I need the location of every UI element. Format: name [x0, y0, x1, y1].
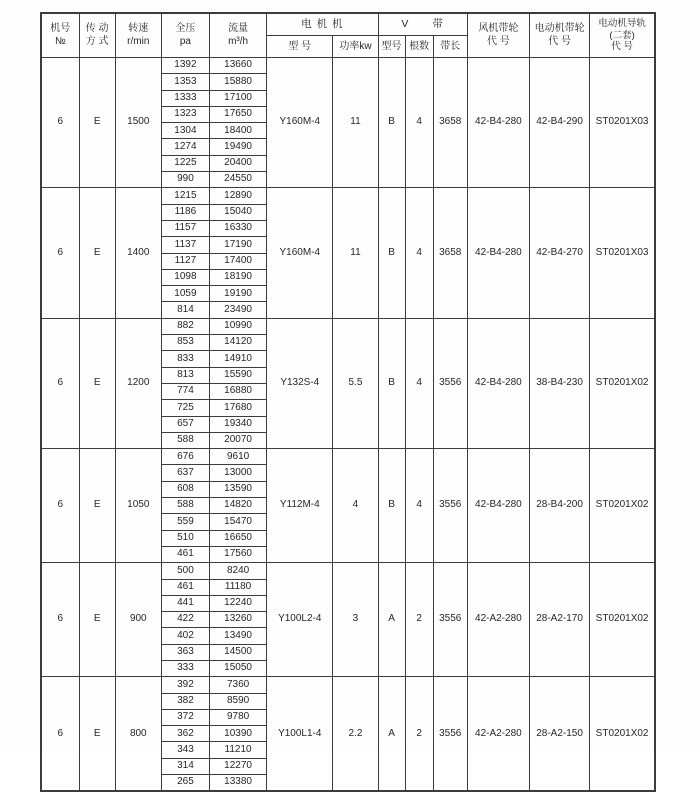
header-motor-rail-line3: 代 号: [611, 41, 633, 53]
cell-flow-m3h: 20400: [210, 155, 267, 171]
cell-belt-count: 2: [405, 563, 433, 677]
cell-flow-m3h: 12240: [210, 595, 267, 611]
cell-flow-m3h: 15040: [210, 204, 267, 220]
fan-spec-table: [40, 12, 656, 792]
cell-flow-m3h: 17190: [210, 237, 267, 253]
cell-fan-pulley-code: 42-A2-280: [467, 563, 529, 677]
cell-flow-m3h: 12890: [210, 188, 267, 204]
cell-belt-count: 2: [405, 677, 433, 792]
cell-flow-m3h: 18400: [210, 123, 267, 139]
header-speed: [115, 13, 161, 58]
cell-machine-no: 6: [41, 677, 79, 792]
spec-row: [41, 563, 655, 579]
cell-belt-count: 4: [405, 188, 433, 318]
cell-flow-m3h: 17650: [210, 106, 267, 122]
cell-flow-m3h: 17680: [210, 400, 267, 416]
header-drive-line1: 传 动: [85, 23, 109, 34]
cell-flow-m3h: 13660: [210, 58, 267, 74]
cell-belt-type: B: [378, 449, 405, 563]
header-drive-mode: [79, 13, 115, 58]
cell-flow-m3h: 13000: [210, 465, 267, 481]
cell-flow-m3h: 19490: [210, 139, 267, 155]
cell-speed-rpm: 1050: [115, 449, 161, 563]
header-motor-rail: [590, 13, 655, 58]
cell-pressure-pa: 510: [161, 530, 209, 546]
cell-flow-m3h: 14820: [210, 498, 267, 514]
cell-flow-m3h: 20070: [210, 432, 267, 448]
cell-speed-rpm: 1400: [115, 188, 161, 318]
cell-pressure-pa: 1323: [161, 106, 209, 122]
cell-motor-model: Y160M-4: [267, 188, 333, 318]
cell-speed-rpm: 1200: [115, 318, 161, 448]
cell-motor-model: Y100L2-4: [267, 563, 333, 677]
cell-pressure-pa: 588: [161, 498, 209, 514]
cell-machine-no: 6: [41, 58, 79, 188]
cell-motor-pulley-code: 28-A2-150: [529, 677, 589, 792]
header-machine-no: [41, 13, 79, 58]
cell-flow-m3h: 15470: [210, 514, 267, 530]
cell-pressure-pa: 1215: [161, 188, 209, 204]
header-motor-model: 型 号: [267, 36, 333, 58]
header-machine-no-line1: 机号: [50, 23, 71, 34]
header-speed-line2: r/min: [127, 35, 150, 47]
cell-pressure-pa: 813: [161, 367, 209, 383]
cell-flow-m3h: 16330: [210, 220, 267, 236]
cell-motor-model: Y112M-4: [267, 449, 333, 563]
cell-motor-pulley-code: 42-B4-290: [529, 58, 589, 188]
cell-belt-type: B: [378, 188, 405, 318]
cell-belt-type: B: [378, 318, 405, 448]
cell-pressure-pa: 382: [161, 693, 209, 709]
cell-belt-length: 3556: [433, 677, 467, 792]
spec-row: [41, 58, 655, 74]
cell-belt-type: B: [378, 58, 405, 188]
cell-pressure-pa: 1137: [161, 237, 209, 253]
cell-flow-m3h: 17560: [210, 546, 267, 562]
header-vbelt-count: 根数: [405, 36, 433, 58]
header-motor-rail-line1: 电动机导轨: [598, 17, 646, 29]
cell-flow-m3h: 19190: [210, 286, 267, 302]
cell-fan-pulley-code: 42-B4-280: [467, 449, 529, 563]
spec-row: [41, 449, 655, 465]
cell-flow-m3h: 14910: [210, 351, 267, 367]
header-motor-pulley-line2: 代 号: [548, 35, 571, 47]
cell-fan-pulley-code: 42-B4-280: [467, 188, 529, 318]
cell-flow-m3h: 14500: [210, 644, 267, 660]
header-fan-pulley-line2: 代 号: [487, 35, 510, 47]
header-motor-group: 电 机 机: [267, 13, 378, 36]
cell-pressure-pa: 853: [161, 335, 209, 351]
cell-flow-m3h: 9610: [210, 449, 267, 465]
cell-flow-m3h: 17100: [210, 90, 267, 106]
cell-pressure-pa: 422: [161, 612, 209, 628]
cell-belt-length: 3556: [433, 318, 467, 448]
cell-flow-m3h: 13260: [210, 612, 267, 628]
cell-pressure-pa: 1274: [161, 139, 209, 155]
cell-pressure-pa: 333: [161, 660, 209, 676]
header-motor-pulley-line1: 电动机带轮: [534, 23, 585, 34]
cell-belt-length: 3658: [433, 58, 467, 188]
cell-flow-m3h: 11210: [210, 742, 267, 758]
cell-flow-m3h: 15050: [210, 660, 267, 676]
cell-speed-rpm: 800: [115, 677, 161, 792]
cell-speed-rpm: 1500: [115, 58, 161, 188]
cell-drive-mode: E: [79, 563, 115, 677]
table-body: [41, 58, 655, 792]
cell-belt-type: A: [378, 677, 405, 792]
cell-flow-m3h: 17400: [210, 253, 267, 269]
header-motor-power: 功率kw: [333, 36, 378, 58]
header-pressure-line1: 全压: [175, 23, 196, 34]
cell-belt-count: 4: [405, 449, 433, 563]
cell-rail-code: ST0201X02: [590, 318, 655, 448]
cell-rail-code: ST0201X03: [590, 188, 655, 318]
cell-pressure-pa: 461: [161, 546, 209, 562]
spec-row: [41, 318, 655, 334]
cell-motor-model: Y160M-4: [267, 58, 333, 188]
cell-flow-m3h: 9780: [210, 709, 267, 725]
header-flow: [210, 13, 267, 58]
header-drive-line2: 方 式: [85, 35, 109, 47]
cell-belt-type: A: [378, 563, 405, 677]
header-vbelt-model: 型号: [378, 36, 405, 58]
cell-pressure-pa: 1157: [161, 220, 209, 236]
cell-motor-pulley-code: 28-B4-200: [529, 449, 589, 563]
cell-pressure-pa: 372: [161, 709, 209, 725]
cell-power-kw: 11: [333, 188, 378, 318]
cell-pressure-pa: 1225: [161, 155, 209, 171]
cell-flow-m3h: 10990: [210, 318, 267, 334]
cell-flow-m3h: 16650: [210, 530, 267, 546]
cell-flow-m3h: 23490: [210, 302, 267, 318]
cell-fan-pulley-code: 42-A2-280: [467, 677, 529, 792]
header-vbelt-length: 带长: [433, 36, 467, 58]
cell-belt-count: 4: [405, 318, 433, 448]
cell-pressure-pa: 461: [161, 579, 209, 595]
cell-rail-code: ST0201X03: [590, 58, 655, 188]
header-fan-pulley-line1: 风机带轮: [478, 23, 519, 34]
cell-flow-m3h: 8590: [210, 693, 267, 709]
cell-flow-m3h: 13380: [210, 775, 267, 792]
cell-pressure-pa: 774: [161, 383, 209, 399]
cell-flow-m3h: 13590: [210, 481, 267, 497]
cell-fan-pulley-code: 42-B4-280: [467, 58, 529, 188]
cell-motor-model: Y100L1-4: [267, 677, 333, 792]
cell-drive-mode: E: [79, 677, 115, 792]
cell-motor-model: Y132S-4: [267, 318, 333, 448]
cell-motor-pulley-code: 42-B4-270: [529, 188, 589, 318]
cell-pressure-pa: 608: [161, 481, 209, 497]
cell-drive-mode: E: [79, 318, 115, 448]
cell-pressure-pa: 402: [161, 628, 209, 644]
cell-pressure-pa: 441: [161, 595, 209, 611]
header-fan-pulley: [467, 13, 529, 58]
cell-flow-m3h: 16880: [210, 383, 267, 399]
cell-pressure-pa: 1098: [161, 269, 209, 285]
cell-drive-mode: E: [79, 188, 115, 318]
cell-pressure-pa: 559: [161, 514, 209, 530]
cell-pressure-pa: 657: [161, 416, 209, 432]
cell-pressure-pa: 1333: [161, 90, 209, 106]
cell-pressure-pa: 588: [161, 432, 209, 448]
header-pressure: [161, 13, 209, 58]
cell-power-kw: 11: [333, 58, 378, 188]
cell-flow-m3h: 14120: [210, 335, 267, 351]
cell-flow-m3h: 18190: [210, 269, 267, 285]
table-header: [41, 13, 655, 58]
header-pressure-line2: pa: [179, 35, 191, 47]
header-motor-pulley: [529, 13, 589, 58]
cell-flow-m3h: 13490: [210, 628, 267, 644]
header-speed-line1: 转速: [128, 23, 149, 34]
cell-flow-m3h: 7360: [210, 677, 267, 693]
cell-flow-m3h: 12270: [210, 758, 267, 774]
cell-flow-m3h: 15590: [210, 367, 267, 383]
cell-motor-pulley-code: 38-B4-230: [529, 318, 589, 448]
cell-power-kw: 2.2: [333, 677, 378, 792]
cell-pressure-pa: 1059: [161, 286, 209, 302]
cell-drive-mode: E: [79, 58, 115, 188]
header-machine-no-line2: №: [54, 35, 66, 47]
cell-pressure-pa: 392: [161, 677, 209, 693]
cell-flow-m3h: 15880: [210, 74, 267, 90]
cell-pressure-pa: 362: [161, 726, 209, 742]
cell-pressure-pa: 814: [161, 302, 209, 318]
cell-machine-no: 6: [41, 318, 79, 448]
cell-rail-code: ST0201X02: [590, 449, 655, 563]
cell-pressure-pa: 314: [161, 758, 209, 774]
cell-pressure-pa: 265: [161, 775, 209, 792]
cell-machine-no: 6: [41, 449, 79, 563]
cell-drive-mode: E: [79, 449, 115, 563]
cell-pressure-pa: 1304: [161, 123, 209, 139]
cell-flow-m3h: 8240: [210, 563, 267, 579]
cell-pressure-pa: 1127: [161, 253, 209, 269]
cell-machine-no: 6: [41, 188, 79, 318]
cell-pressure-pa: 500: [161, 563, 209, 579]
cell-power-kw: 4: [333, 449, 378, 563]
cell-speed-rpm: 900: [115, 563, 161, 677]
spec-row: [41, 677, 655, 693]
cell-pressure-pa: 637: [161, 465, 209, 481]
cell-pressure-pa: 676: [161, 449, 209, 465]
cell-belt-length: 3556: [433, 563, 467, 677]
cell-pressure-pa: 833: [161, 351, 209, 367]
cell-pressure-pa: 882: [161, 318, 209, 334]
cell-belt-length: 3658: [433, 188, 467, 318]
cell-pressure-pa: 725: [161, 400, 209, 416]
cell-flow-m3h: 10390: [210, 726, 267, 742]
cell-belt-length: 3556: [433, 449, 467, 563]
cell-flow-m3h: 24550: [210, 172, 267, 188]
cell-pressure-pa: 1186: [161, 204, 209, 220]
cell-motor-pulley-code: 28-A2-170: [529, 563, 589, 677]
header-flow-line2: m³/h: [228, 35, 249, 47]
cell-pressure-pa: 1392: [161, 58, 209, 74]
cell-pressure-pa: 990: [161, 172, 209, 188]
cell-rail-code: ST0201X02: [590, 563, 655, 677]
cell-power-kw: 5.5: [333, 318, 378, 448]
cell-pressure-pa: 343: [161, 742, 209, 758]
header-flow-line1: 流量: [228, 23, 249, 34]
cell-fan-pulley-code: 42-B4-280: [467, 318, 529, 448]
spec-row: [41, 188, 655, 204]
cell-pressure-pa: 363: [161, 644, 209, 660]
header-vbelt-group: V 带: [378, 13, 467, 36]
cell-flow-m3h: 19340: [210, 416, 267, 432]
cell-rail-code: ST0201X02: [590, 677, 655, 792]
cell-belt-count: 4: [405, 58, 433, 188]
cell-pressure-pa: 1353: [161, 74, 209, 90]
header-motor-rail-line2: (二套): [609, 29, 635, 41]
cell-machine-no: 6: [41, 563, 79, 677]
cell-power-kw: 3: [333, 563, 378, 677]
cell-flow-m3h: 11180: [210, 579, 267, 595]
